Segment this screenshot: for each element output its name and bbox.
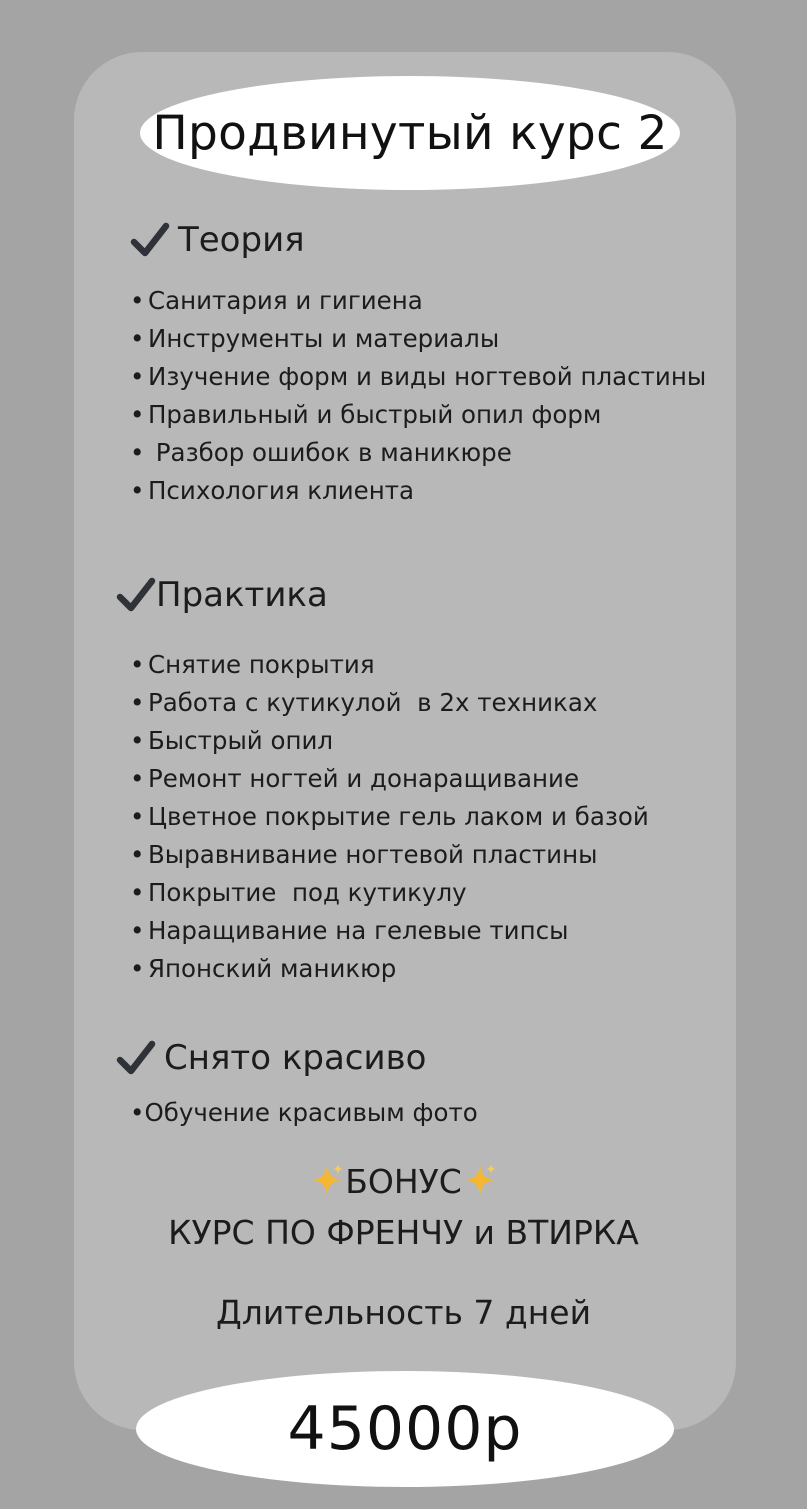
bonus-label-row <box>0 1162 807 1201</box>
check-icon <box>116 575 156 615</box>
theory-heading-label: Теория <box>178 220 305 260</box>
list-item: • Цветное покрытие гель лаком и базой <box>130 802 649 831</box>
photo-heading <box>116 1038 426 1078</box>
check-icon <box>130 220 170 260</box>
list-item: • Снятие покрытия <box>130 650 375 679</box>
check-icon <box>116 1038 156 1078</box>
list-item: • Покрытие под кутикулу <box>130 878 467 907</box>
list-item: • Быстрый опил <box>130 726 334 755</box>
photo-heading-label: Снято красиво <box>164 1038 427 1078</box>
list-item: • Санитария и гигиена <box>130 286 423 315</box>
practice-heading <box>116 575 328 615</box>
list-item: • Психология клиента <box>130 476 415 505</box>
list-item: • Наращивание на гелевые типсы <box>130 916 569 945</box>
list-item: • Работа с кутикулой в 2х техниках <box>130 688 598 717</box>
theory-heading <box>130 220 305 260</box>
list-item: • Разбор ошибок в маникюре <box>130 438 512 467</box>
price-value: 45000р <box>287 1394 523 1464</box>
bonus-course: КУРС ПО ФРЕНЧУ и ВТИРКА <box>168 1213 639 1252</box>
practice-list <box>130 646 649 988</box>
course-title: Продвинутый курс 2 <box>152 105 668 161</box>
title-pill <box>140 76 680 190</box>
theory-list <box>130 282 706 510</box>
list-item: • Правильный и быстрый опил форм <box>130 400 602 429</box>
practice-heading-label: Практика <box>156 575 328 615</box>
sparkles-icon <box>309 1162 345 1198</box>
duration-text: Длительность 7 дней <box>215 1293 592 1332</box>
list-item: •Обучение красивым фото <box>130 1098 478 1127</box>
sparkles-icon <box>462 1162 498 1198</box>
price-pill <box>136 1371 674 1487</box>
photo-list <box>130 1094 478 1132</box>
list-item: • Японский маникюр <box>130 954 397 983</box>
list-item: • Ремонт ногтей и донаращивание <box>130 764 580 793</box>
list-item: • Изучение форм и виды ногтевой пластины <box>130 362 707 391</box>
list-item: • Выравнивание ногтевой пластины <box>130 840 598 869</box>
bonus-label: БОНУС <box>345 1162 462 1201</box>
list-item: • Инструменты и материалы <box>130 324 500 353</box>
